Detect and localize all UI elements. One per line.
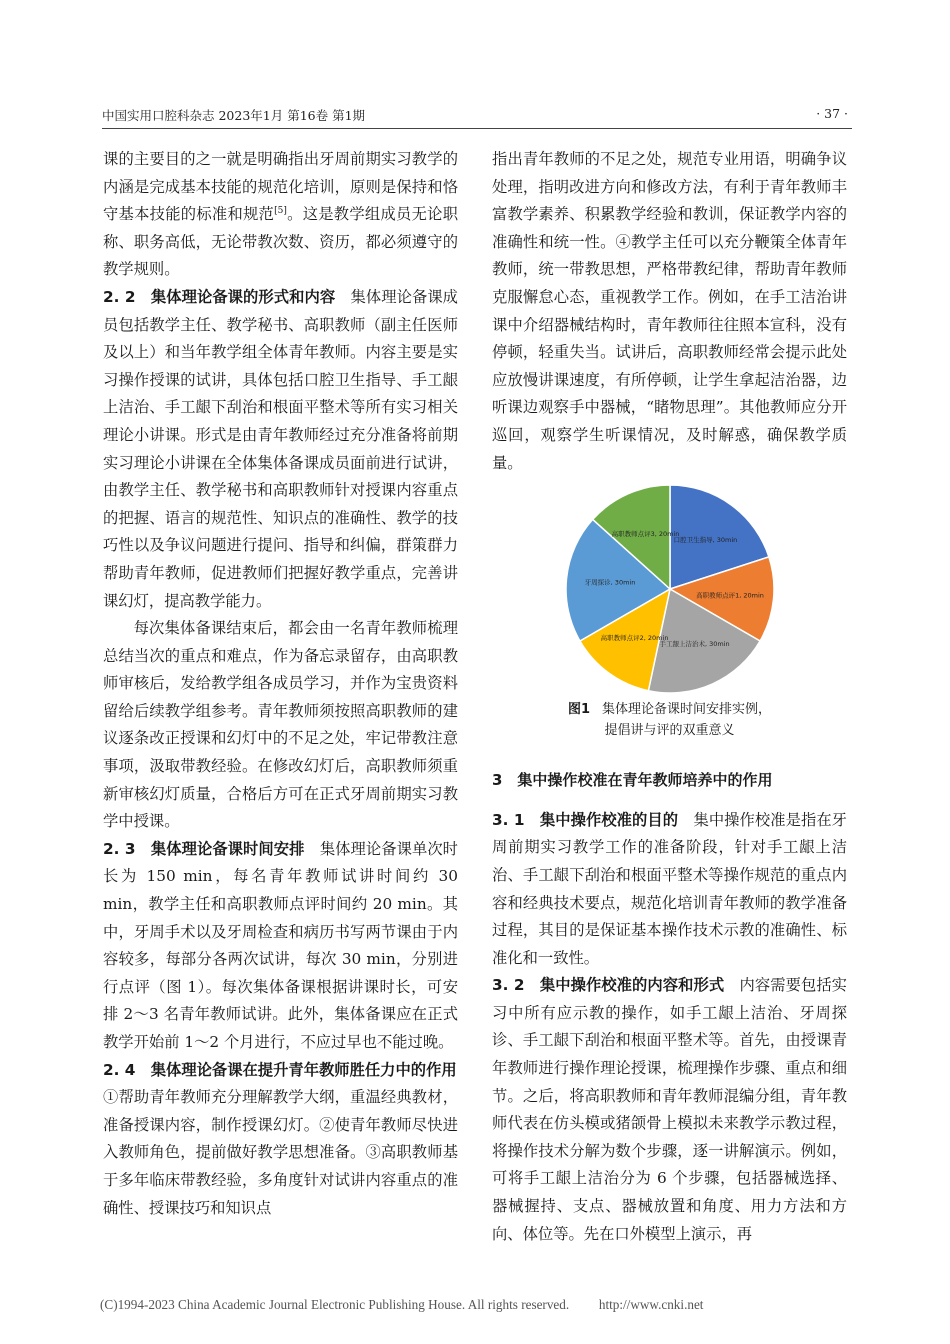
pie-chart xyxy=(550,485,790,695)
section-2-3: 2. 3 集体理论备课时间安排 集体理论备课单次时长为 150 min，每名青年教师试讲时间约 30 min，教学主任和高职教师点评时间约 20 min。其中，牙周手术以及牙周检查和病历书写两节课由于内容较多，每部分各两次试讲，每次 30 min，分别进行点评（图 1）。每次集体备课根据讲课时长，可安排 2～3 名青年教师试讲。此外，集体备课应在正式教学开始前 1～2 个月进行，不应过早也不能过晚。 xyxy=(103,839,458,1051)
section-2-4-heading: 2. 4 集体理论备课在提升青年教师胜任力中的作用 xyxy=(103,1060,457,1079)
reference-5[interactable]: [5] xyxy=(274,206,287,217)
section-3-2-heading: 3. 2 集中操作校准的内容和形式 xyxy=(492,976,725,995)
pie-slice-label: 高职教师点评1, 20min xyxy=(695,591,764,600)
section-3-1-heading: 3. 1 集中操作校准的目的 xyxy=(492,810,679,829)
section-2-4: 2. 4 集体理论备课在提升青年教师胜任力中的作用 ①帮助青年教师充分理解教学大纲，重温经典教材，准备授课内容，制作授课幻灯。②使青年教师尽快进入教师角色，提前做好教学思想准备。③高职教师基于多年临床带教经验，多角度针对试讲内容重点的准确性、授课技巧和知识点 xyxy=(103,1060,472,1217)
section-3-1: 3. 1 集中操作校准的目的 集中操作校准是指在牙周前期实习教学工作的准备阶段，针对手工龈上洁治、手工龈下刮治和根面平整术等操作规范的重点内容和经典技术要点，规范化培训青年教师的教学准备过程，其目的是保证基本操作技术示教的准确性、标准化和一致性。 xyxy=(492,810,847,967)
copyright-footer xyxy=(100,1297,703,1313)
figure-1 xyxy=(492,485,847,741)
paragraph-summary: 每次集体备课结束后，都会由一名青年教师梳理总结当次的重点和难点，作为备忘录留存，由高职教师审核后，发给教学组各成员学习，并作为宝贵资料留给后续教学组参考。青年教师须按照高职教师的建议逐条改正授课和幻灯中的不足之处，牢记带教注意事项，汲取带教经验。在修改幻灯后，高职教师须重新审核幻灯质量，合格后方可在正式牙周前期实习教学中授课。 xyxy=(103,619,458,831)
right-column xyxy=(492,146,847,1248)
figure-number: 图1 xyxy=(567,702,591,718)
left-column xyxy=(103,146,472,1222)
copyright-text: (C)1994-2023 China Academic Journal Electronic Publishing House. All rights reserved. xyxy=(100,1297,570,1312)
section-2-3-heading: 2. 3 集体理论备课时间安排 xyxy=(103,839,305,858)
pie-slice-label: 手工龈上洁治术, 30min xyxy=(658,640,730,649)
header-rule xyxy=(102,128,852,129)
paragraph-intro: 课的主要目的之一就是明确指出牙周前期实习教学的内涵是完成基本技能的规范化培训，原则是保持和恪守基本技能的标准和规范[5]。这是教学组成员无论职称、职务高低，无论带教次数、资历，都必须遵守的教学规则。 xyxy=(103,150,458,279)
page-number: · 37 · xyxy=(816,106,848,121)
journal-header: 中国实用口腔科杂志 2023年1月 第16卷 第1期 xyxy=(102,108,366,123)
paragraph-continued: 指出青年教师的不足之处，规范专业用语，明确争议处理，指明改进方向和修改方法，有利于青年教师丰富教学素养、积累教学经验和教训，保证教学内容的准确性和统一性。④教学主任可以充分鞭策全体青年教师，统一带教思想，严格带教纪律，帮助青年教师克服懈怠心态，重视教学工作。例如，在手工洁治讲课中介绍器械结构时，青年教师往往照本宣科，没有停顿，轻重失当。试讲后，高职教师经常会提示此处应放慢讲课速度，有所停顿，让学生拿起洁治器，边听课边观察手中器械，“睹物思理”。其他教师应分开巡回，观察学生听课情况，及时解惑，确保教学质量。 xyxy=(492,150,847,472)
section-2-2-heading: 2. 2 集体理论备课的形式和内容 xyxy=(103,287,336,306)
pie-slice-label: 高职教师点评2, 20min xyxy=(600,633,668,642)
section-3-2: 3. 2 集中操作校准的内容和形式 内容需要包括实习中所有应示教的操作，如手工龈上洁治、牙周探诊、手工龈下刮治和根面平整术等。首先，由授课青年教师进行操作理论授课，梳理操作步骤、重点和细节。之后，将高职教师和青年教师混编分组，青年教师代表在仿头模或猪颌骨上模拟未来教学示教过程，将操作技术分解为数个步骤，逐一讲解演示。例如，可将手工龈上洁治分为 6 个步骤，包括器械选择、器械握持、支点、器械放置和角度、用力方法和方向、体位等。先在口外模型上演示，再 xyxy=(492,976,847,1243)
pie-slice-label: 高职教师点评3, 20min xyxy=(611,530,679,539)
pie-slice-label: 口腔卫生指导, 30min xyxy=(673,536,737,545)
figure-caption: 图1 集体理论备课时间安排实例， 提倡讲与评的双重意义 xyxy=(567,702,772,739)
pie-slice-label: 牙周探诊, 30min xyxy=(584,578,635,587)
footer-url[interactable]: http://www.cnki.net xyxy=(598,1297,704,1312)
section-2-2: 2. 2 集体理论备课的形式和内容 集体理论备课成员包括教学主任、教学秘书、高职教师（副主任医师及以上）和当年教学组全体青年教师。内容主要是实习操作授课的试讲，具体包括口腔卫生指导、手工龈上洁治、手工龈下刮治和根面平整术等所有实习相关理论小讲课。形式是由青年教师经过充分准备将前期实习理论小讲课在全体集体备课成员面前进行试讲，由教学主任、教学秘书和高职教师针对授课内容重点的把握、语言的规范性、知识点的准确性、教学的技巧性以及争议问题进行提问、指导和纠偏，群策群力帮助青年教师，促进教师们把握好教学重点，完善讲课幻灯，提高教学能力。 xyxy=(103,287,458,610)
section-3-heading: 3 集中操作校准在青年教师培养中的作用 xyxy=(492,771,773,790)
